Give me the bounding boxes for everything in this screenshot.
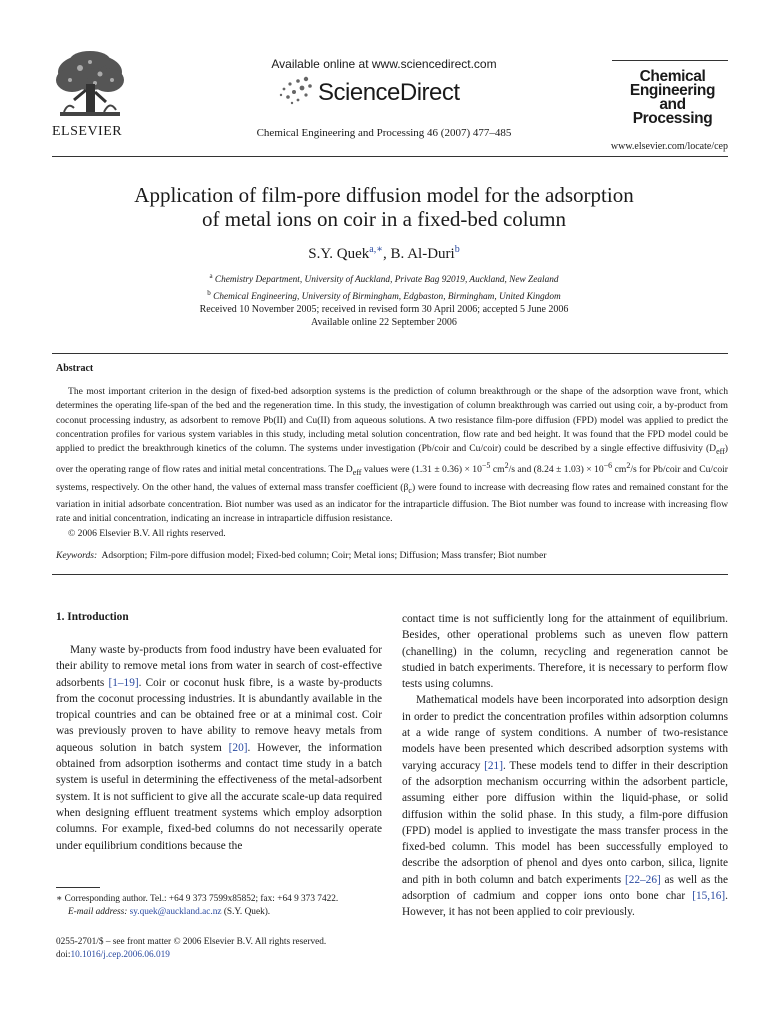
footnote bbox=[56, 893, 386, 919]
reference-link[interactable]: [15,16] bbox=[692, 890, 726, 903]
affiliations bbox=[0, 270, 768, 304]
journal-logo-line: Chemical bbox=[639, 68, 706, 85]
doi-line: doi:10.1016/j.cep.2006.06.019 bbox=[56, 950, 170, 960]
body-paragraph: Many waste by-products from food industry have been evaluated for their ability to remove metal ions from water in search of cost-effective adsorbents [1–19]. Coir or coconut husk fibre, is a waste by-products from the coconut processing industries. It is abundantly available in the tropical countries and can be obtained free or at a minimal cost. Coir was previously proven to have ability to remove heavy metals from aqueous solution in batch system [20]. However, the information obtained from adsorption isotherms and contact time study in a batch system is useful in determining the effectiveness of the metal-adsorbent system. It is not sufficient to give all the accurate scale-up data required when designing effluent treatment systems which employ adsorption columns. For example, fixed-bed columns do not necessarily operate under equilibrium conditions because the bbox=[56, 644, 382, 852]
keywords bbox=[56, 550, 728, 561]
author-affiliation-mark[interactable]: a,∗ bbox=[369, 244, 384, 255]
publisher-name: ELSEVIER bbox=[52, 124, 123, 139]
affiliation-text: Chemical Engineering, University of Birmingham, Edgbaston, Birmingham, United Kingdom bbox=[213, 292, 561, 303]
left-column bbox=[56, 642, 382, 854]
keywords-list: Adsorption; Film-pore diffusion model; Fixed-bed column; Coir; Metal ions; Diffusion; Mass transfer; Biot number bbox=[101, 550, 547, 561]
reference-link[interactable]: [1–19] bbox=[108, 676, 139, 689]
sciencedirect-wordmark[interactable]: ScienceDirect bbox=[318, 79, 460, 106]
title-line: Application of film-pore diffusion model for the adsorption bbox=[134, 183, 634, 207]
journal-logo-line: Engineering bbox=[629, 82, 716, 99]
abstract-body bbox=[56, 385, 728, 541]
abstract-copyright: © 2006 Elsevier B.V. All rights reserved. bbox=[68, 527, 226, 539]
doi-link[interactable]: 10.1016/j.cep.2006.06.019 bbox=[70, 950, 170, 960]
abstract-heading: Abstract bbox=[56, 363, 94, 374]
affiliation-text: Chemistry Department, University of Auckland, Private Bag 92019, Auckland, New Zealand bbox=[214, 275, 559, 286]
journal-logo bbox=[620, 70, 725, 126]
email-link[interactable]: sy.quek@auckland.ac.nz bbox=[129, 907, 222, 917]
affiliation-a bbox=[0, 270, 768, 287]
reference-link[interactable]: [22–26] bbox=[624, 873, 661, 886]
abstract-bottom-divider bbox=[52, 574, 728, 575]
abstract-paragraph: The most important criterion in the design of fixed-bed adsorption systems is the prediction of column breakthrough or the shape of the adsorption wave front, which determines the operating life-span of the bed and the regeneration time. In this study, the investigation of column breakthrough was carried out using coir, a by-product from coconut processing industry, as adsorbent to remove Pb(II) and Cu(II) from aqueous solutions. A two resistance film-pore diffusion (FPD) model was applied to predict the concentration profiles for various system variables in this study, including metal solution concentration, flow rate and bed height. It was found that the FPD model could be applied to predict the breakthrough kinetics of the column. The systems under investigation (Pb/coir and Cu/coir) could be described by a single effective diffusivity $(D_{eff})$ over the operating range of flow rates and initial metal concentrations. The $D_{eff}$ values were $(1.31 \pm 0.36) \times 10^{-5}$ $cm^2/s$ and $(8.24 \pm 1.03) \times 10^{-6}$ $cm^2/s$ for Pb/coir and Cu/coir systems, respectively. On the other hand, the values of external mass transfer coefficient $(\beta_c)$ were found to increase with decreasing flow rates and remained constant for the variation in initial adsorbate concentration. Biot number was used as an indicator for the intraparticle diffusion. The Biot number was found to increase with increasing flow rate and initial concentration, indicating an increase in intraparticle diffusion resistance. bbox=[56, 386, 728, 525]
abstract-top-divider bbox=[52, 353, 728, 354]
section-heading: 1. Introduction bbox=[56, 611, 129, 623]
journal-logo-line: and bbox=[659, 96, 686, 113]
available-online-date: Available online 22 September 2006 bbox=[311, 317, 457, 328]
reference-link[interactable]: [20] bbox=[228, 741, 248, 754]
available-online-text[interactable]: Available online at www.sciencedirect.com bbox=[271, 57, 497, 71]
journal-logo-line: Processing bbox=[632, 110, 713, 127]
keywords-label: Keywords: bbox=[56, 550, 98, 561]
right-column bbox=[402, 611, 728, 921]
journal-url[interactable]: www.elsevier.com/locate/cep bbox=[610, 141, 728, 152]
received-dates: Received 10 November 2005; received in revised form 30 April 2006; accepted 5 June 2006 bbox=[199, 304, 569, 315]
author-name: B. Al-Duri bbox=[390, 246, 455, 262]
authors bbox=[0, 244, 768, 263]
affiliation-label: a bbox=[209, 272, 213, 280]
affiliation-b bbox=[0, 287, 768, 304]
body-paragraph: contact time is not sufficiently long for the attainment of equilibrium. Besides, other operational problems such as uneven flow pattern (chanelling) in the column, recycling and regeneration cannot be studied in batch experiments. Therefore, it is necessary to perform flow tests using columns. bbox=[402, 613, 728, 691]
header-divider bbox=[52, 156, 728, 157]
reference-link[interactable]: [21] bbox=[484, 759, 503, 772]
affiliation-label: b bbox=[207, 289, 211, 298]
issn-line: 0255-2701/$ – see front matter © 2006 Elsevier B.V. All rights reserved. bbox=[56, 937, 327, 947]
title-line: of metal ions on coir in a fixed-bed column bbox=[202, 207, 566, 231]
author-separator: , bbox=[383, 246, 391, 262]
sciencedirect-dots-logo bbox=[278, 76, 314, 111]
footnote-rule bbox=[56, 887, 100, 888]
author-affiliation-mark[interactable]: b bbox=[454, 244, 460, 255]
journal-citation: Chemical Engineering and Processing 46 (2007) 477–485 bbox=[256, 127, 512, 139]
publication-info bbox=[56, 936, 386, 962]
email-note: E-mail address: sy.quek@auckland.ac.nz (S.Y. Quek). bbox=[68, 907, 271, 917]
article-dates bbox=[0, 303, 768, 329]
author-name: S.Y. Quek bbox=[308, 246, 370, 262]
corresponding-author-note: ∗ Corresponding author. Tel.: +64 9 373 7599x85852; fax: +64 9 373 7422. bbox=[56, 894, 339, 904]
body-paragraph: Mathematical models have been incorporated into adsorption design in order to predict the concentration profiles within adsorption columns at a wide range of system conditions. A number of two-resistance models have been presented which described adsorption systems with varying accuracy [21]. These models tend to differ in their description of the adsorption mechanism occurring within the adsorbent particle, assuming either pore diffusion within the liquid-phase, or solid diffusion within the solid phase. In this study, a film-pore diffusion (FPD) model is applied to investigate the mass transfer process in the fixed-bed column. This model has been successfully employed to describe the adsorption of phenol and dyes onto carbon, silica, lignite and pith in both column and batch experiments [22–26] as well as the adsorption of cadmium and copper ions onto bone char [15,16]. However, it has not been applied to coir previously. bbox=[402, 694, 728, 919]
article-title bbox=[80, 183, 688, 231]
